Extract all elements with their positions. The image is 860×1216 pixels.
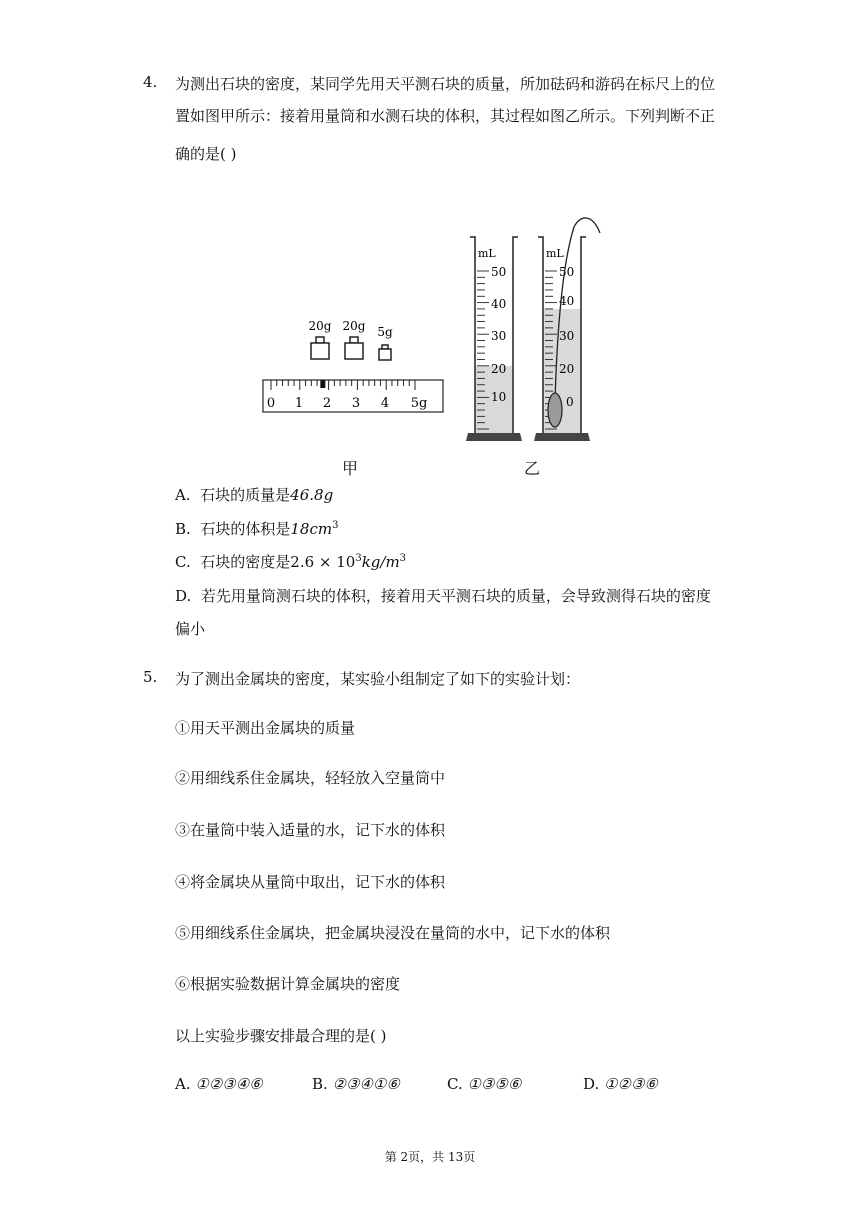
q4-option-a: A. 石块的质量是46.8g — [175, 486, 334, 504]
cyl1-label-40: 40 — [491, 297, 507, 311]
weight-label-3: 5g — [377, 325, 393, 339]
weight-icon — [379, 345, 391, 360]
cyl1-label-10: 10 — [491, 390, 507, 404]
page-footer: 第 2页，共 13页 — [384, 1150, 476, 1164]
cylinder-unit-1: mL — [478, 247, 496, 260]
measuring-cylinder-2 — [534, 218, 600, 441]
q5-option-d: D. ①②③⑥ — [583, 1075, 658, 1093]
cyl1-label-20: 20 — [491, 362, 507, 376]
scale-label-0: 0 — [266, 396, 276, 411]
q5-step-1: ①用天平测出金属块的质量 — [175, 719, 356, 737]
q4-option-c: C. 石块的密度是$2.6 \times 10^3kg/m^3$ — [175, 553, 407, 571]
q4-option-d-cont: 偏小 — [175, 620, 206, 638]
stone-icon — [548, 393, 562, 427]
question-4-stem-line-1: 为测出石块的密度，某同学先用天平测石块的质量，所加砝码和游码在标尺上的位 — [175, 75, 716, 93]
figure-label-yi: 乙 — [524, 459, 541, 478]
q4-option-d: D. 若先用量筒测石块的体积，接着用天平测石块的质量，会导致测得石块的密度 — [175, 587, 711, 605]
q5-step-6: ⑥根据实验数据计算金属块的密度 — [175, 975, 401, 993]
scale-label-5: 5g — [410, 396, 428, 411]
question-4-number: 4. — [143, 73, 158, 91]
q4-option-b: B. 石块的体积是$18cm^3$ — [175, 520, 339, 538]
q5-option-a: A. ①②③④⑥ — [175, 1075, 263, 1093]
weight-label-2: 20g — [342, 319, 366, 333]
scale-label-4: 4 — [380, 396, 390, 411]
scale-label-3: 3 — [351, 396, 361, 411]
weight-icon — [345, 337, 363, 359]
cyl2-label-40: 40 — [559, 294, 575, 308]
cyl1-label-30: 30 — [491, 329, 507, 343]
cylinder-figure — [462, 215, 612, 445]
cylinder-unit-2: mL — [546, 247, 564, 260]
cyl2-label-0: 0 — [566, 395, 574, 409]
weight-icon — [311, 337, 329, 359]
question-5-number: 5. — [143, 668, 158, 686]
cyl1-label-50: 50 — [491, 265, 507, 279]
weight-label-1: 20g — [308, 319, 332, 333]
balance-figure — [255, 310, 455, 420]
cyl2-label-20: 20 — [559, 362, 575, 376]
rider-marker — [320, 380, 325, 388]
cylinder-base-1 — [466, 433, 522, 441]
q5-step-4: ④将金属块从量筒中取出，记下水的体积 — [175, 873, 446, 891]
question-4-stem-line-3: 确的是( ) — [175, 145, 237, 163]
scale-label-2: 2 — [322, 396, 332, 411]
q5-question: 以上实验步骤安排最合理的是( ) — [175, 1027, 387, 1045]
q5-option-c: C. ①③⑤⑥ — [447, 1075, 522, 1093]
cylinder-base-2 — [534, 433, 590, 441]
question-4-stem-line-2: 置如图甲所示：接着用量筒和水测石块的体积，其过程如图乙所示。下列判断不正 — [175, 107, 716, 125]
measuring-cylinder-1 — [466, 237, 522, 441]
q5-step-5: ⑤用细线系住金属块，把金属块浸没在量筒的水中，记下水的体积 — [175, 924, 611, 942]
q5-option-b: B. ②③④①⑥ — [312, 1075, 400, 1093]
question-5-stem: 为了测出金属块的密度，某实验小组制定了如下的实验计划： — [175, 670, 581, 688]
q5-step-2: ②用细线系住金属块，轻轻放入空量筒中 — [175, 769, 446, 787]
q5-step-3: ③在量筒中装入适量的水，记下水的体积 — [175, 821, 446, 839]
figure-label-jia: 甲 — [342, 459, 359, 478]
cyl2-label-30: 30 — [559, 329, 575, 343]
scale-label-1: 1 — [294, 396, 304, 411]
cyl2-label-50: 50 — [559, 265, 575, 279]
